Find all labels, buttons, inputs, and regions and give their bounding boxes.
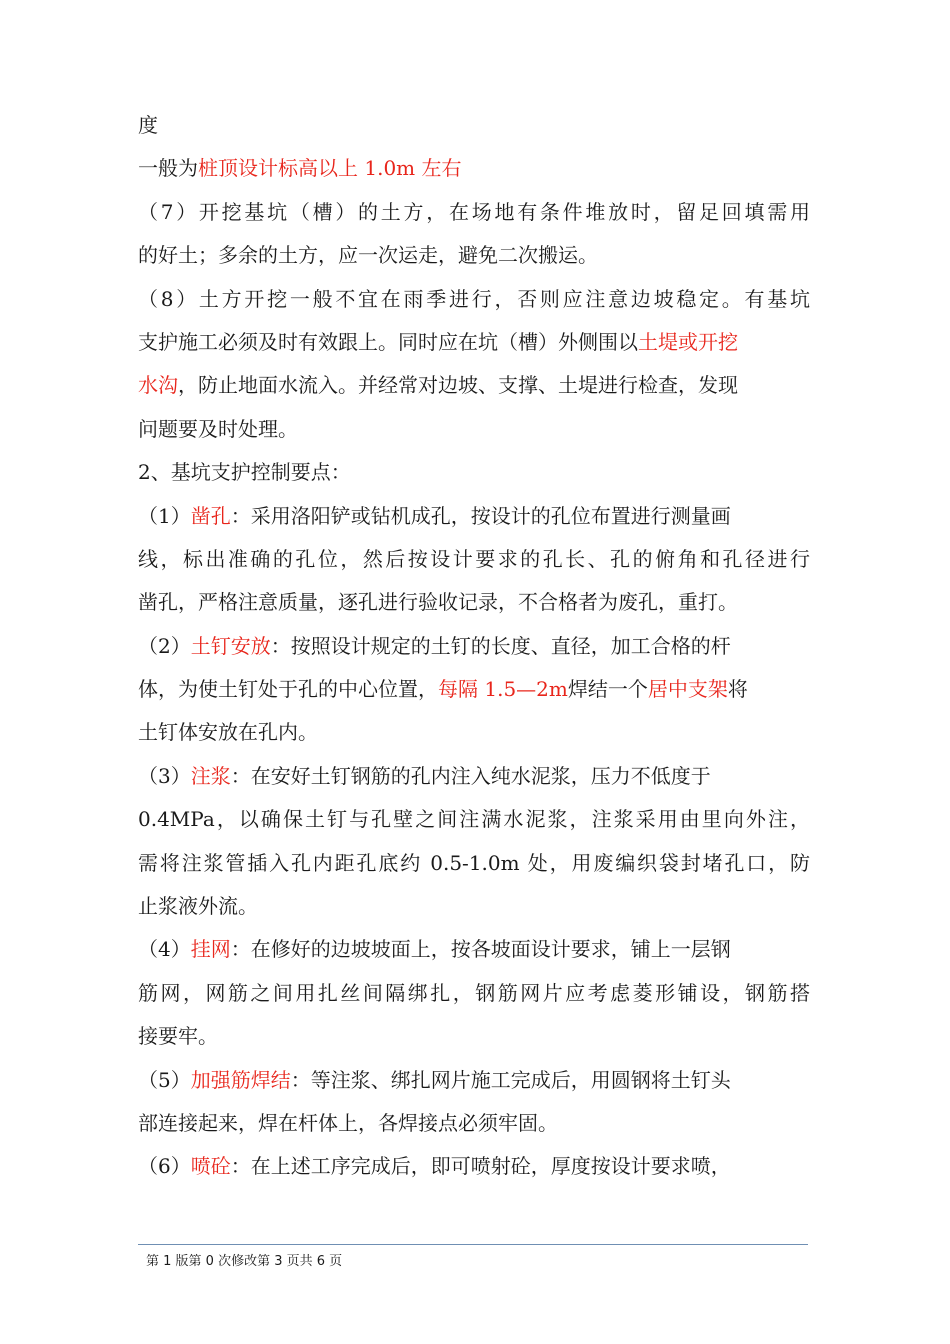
text-run: ：在安好土钉钢筋的孔内注入纯水泥浆，压力不低度于: [230, 763, 711, 788]
text-line: （8）土方开挖一般不宜在雨季进行，否则应注意边坡稳定。有基坑: [138, 286, 810, 311]
text-line: 度: [138, 113, 158, 137]
text-run: （1）: [138, 503, 191, 528]
text-line: [138, 1059, 810, 1102]
text-run: ：采用洛阳铲或钻机成孔，按设计的孔位布置进行测量画: [230, 503, 731, 528]
item-7: [138, 191, 810, 278]
paragraph-continuation: [138, 104, 810, 191]
text-line: 凿孔，严格注意质量，逐孔进行验收记录，不合格者为废孔，重打。: [138, 590, 738, 615]
text-run: 一般为: [138, 156, 198, 181]
text-line: [138, 755, 810, 798]
text-line: （7）开挖基坑（槽）的土方，在场地有条件堆放时，留足回填需用: [138, 199, 810, 224]
text-line: 需将注浆管插入孔内距孔底约 0.5-1.0m 处，用废编织袋封堵孔口，防: [138, 850, 810, 875]
highlight-text: 加强筋焊结: [190, 1067, 291, 1092]
text-run: ：在上述工序完成后，即可喷射砼，厚度按设计要求喷，: [230, 1154, 731, 1179]
text-line: 的好土；多余的土方，应一次运走，避免二次搬运。: [138, 243, 598, 268]
text-run: （2）: [138, 633, 191, 658]
text-line: [138, 668, 810, 711]
text-run: 体，为使土钉处于孔的中心位置，: [138, 677, 438, 702]
text-line: 部连接起来，焊在杆体上，各焊接点必须牢固。: [138, 1110, 558, 1135]
text-run: ：按照设计规定的土钉的长度、直径，加工合格的杆: [270, 633, 731, 658]
text-line: 问题要及时处理。: [138, 416, 298, 441]
text-line: [138, 364, 810, 407]
step-5: [138, 1059, 810, 1146]
text-run: 焊结一个: [567, 677, 648, 702]
step-1: [138, 495, 810, 625]
step-4: [138, 928, 810, 1058]
body-text: [138, 104, 810, 1189]
text-line: [138, 928, 810, 971]
text-run: （6）: [138, 1154, 191, 1179]
highlight-text: 每隔 1.5—2m: [438, 677, 568, 702]
step-3: [138, 755, 810, 929]
section-heading: [138, 451, 810, 494]
text-run: （3）: [138, 763, 191, 788]
text-run: （5）: [138, 1067, 191, 1092]
text-line: 止浆液外流。: [138, 894, 258, 919]
text-line: 接要牢。: [138, 1024, 218, 1049]
highlight-text: 土钉安放: [190, 633, 271, 658]
highlight-text: 注浆: [190, 763, 231, 788]
text-run: （4）: [138, 937, 191, 962]
page-footer: 第 1 版第 0 次修改第 3 页共 6 页: [146, 1254, 343, 1269]
text-run: 支护施工必须及时有效跟上。同时应在坑（槽）外侧围以: [138, 329, 638, 354]
text-line: 土钉体安放在孔内。: [138, 720, 318, 745]
step-6: [138, 1145, 810, 1188]
step-2: [138, 625, 810, 755]
text-line: [138, 625, 810, 668]
text-run: ：等注浆、绑扎网片施工完成后，用圆钢将土钉头: [290, 1067, 731, 1092]
highlight-text: 凿孔: [190, 503, 231, 528]
text-run: ，防止地面水流入。并经常对边坡、支撑、土堤进行检查，发现: [178, 373, 738, 398]
heading-text: 2、基坑支护控制要点：: [138, 460, 351, 485]
text-run: ：在修好的边坡坡面上，按各坡面设计要求，铺上一层钢: [230, 937, 731, 962]
text-line: [138, 495, 810, 538]
highlight-text: 喷砼: [190, 1154, 231, 1179]
text-line: [138, 321, 810, 364]
text-run: 将: [727, 677, 748, 702]
footer-divider: [138, 1244, 808, 1245]
text-line: [138, 1145, 810, 1188]
highlight-text: 水沟: [138, 373, 178, 398]
item-8: [138, 278, 810, 452]
text-line: [138, 147, 810, 190]
highlight-text: 挂网: [190, 937, 231, 962]
text-line: 0.4MPa，以确保土钉与孔壁之间注满水泥浆，注浆采用由里向外注，: [138, 807, 810, 832]
highlight-text: 桩顶设计标高以上 1.0m 左右: [198, 156, 462, 181]
text-line: 线，标出准确的孔位，然后按设计要求的孔长、孔的俯角和孔径进行: [138, 546, 810, 571]
highlight-text: 土堤或开挖: [638, 329, 738, 354]
text-line: 筋网，网筋之间用扎丝间隔绑扎，钢筋网片应考虑菱形铺设，钢筋搭: [138, 980, 810, 1005]
highlight-text: 居中支架: [647, 677, 728, 702]
